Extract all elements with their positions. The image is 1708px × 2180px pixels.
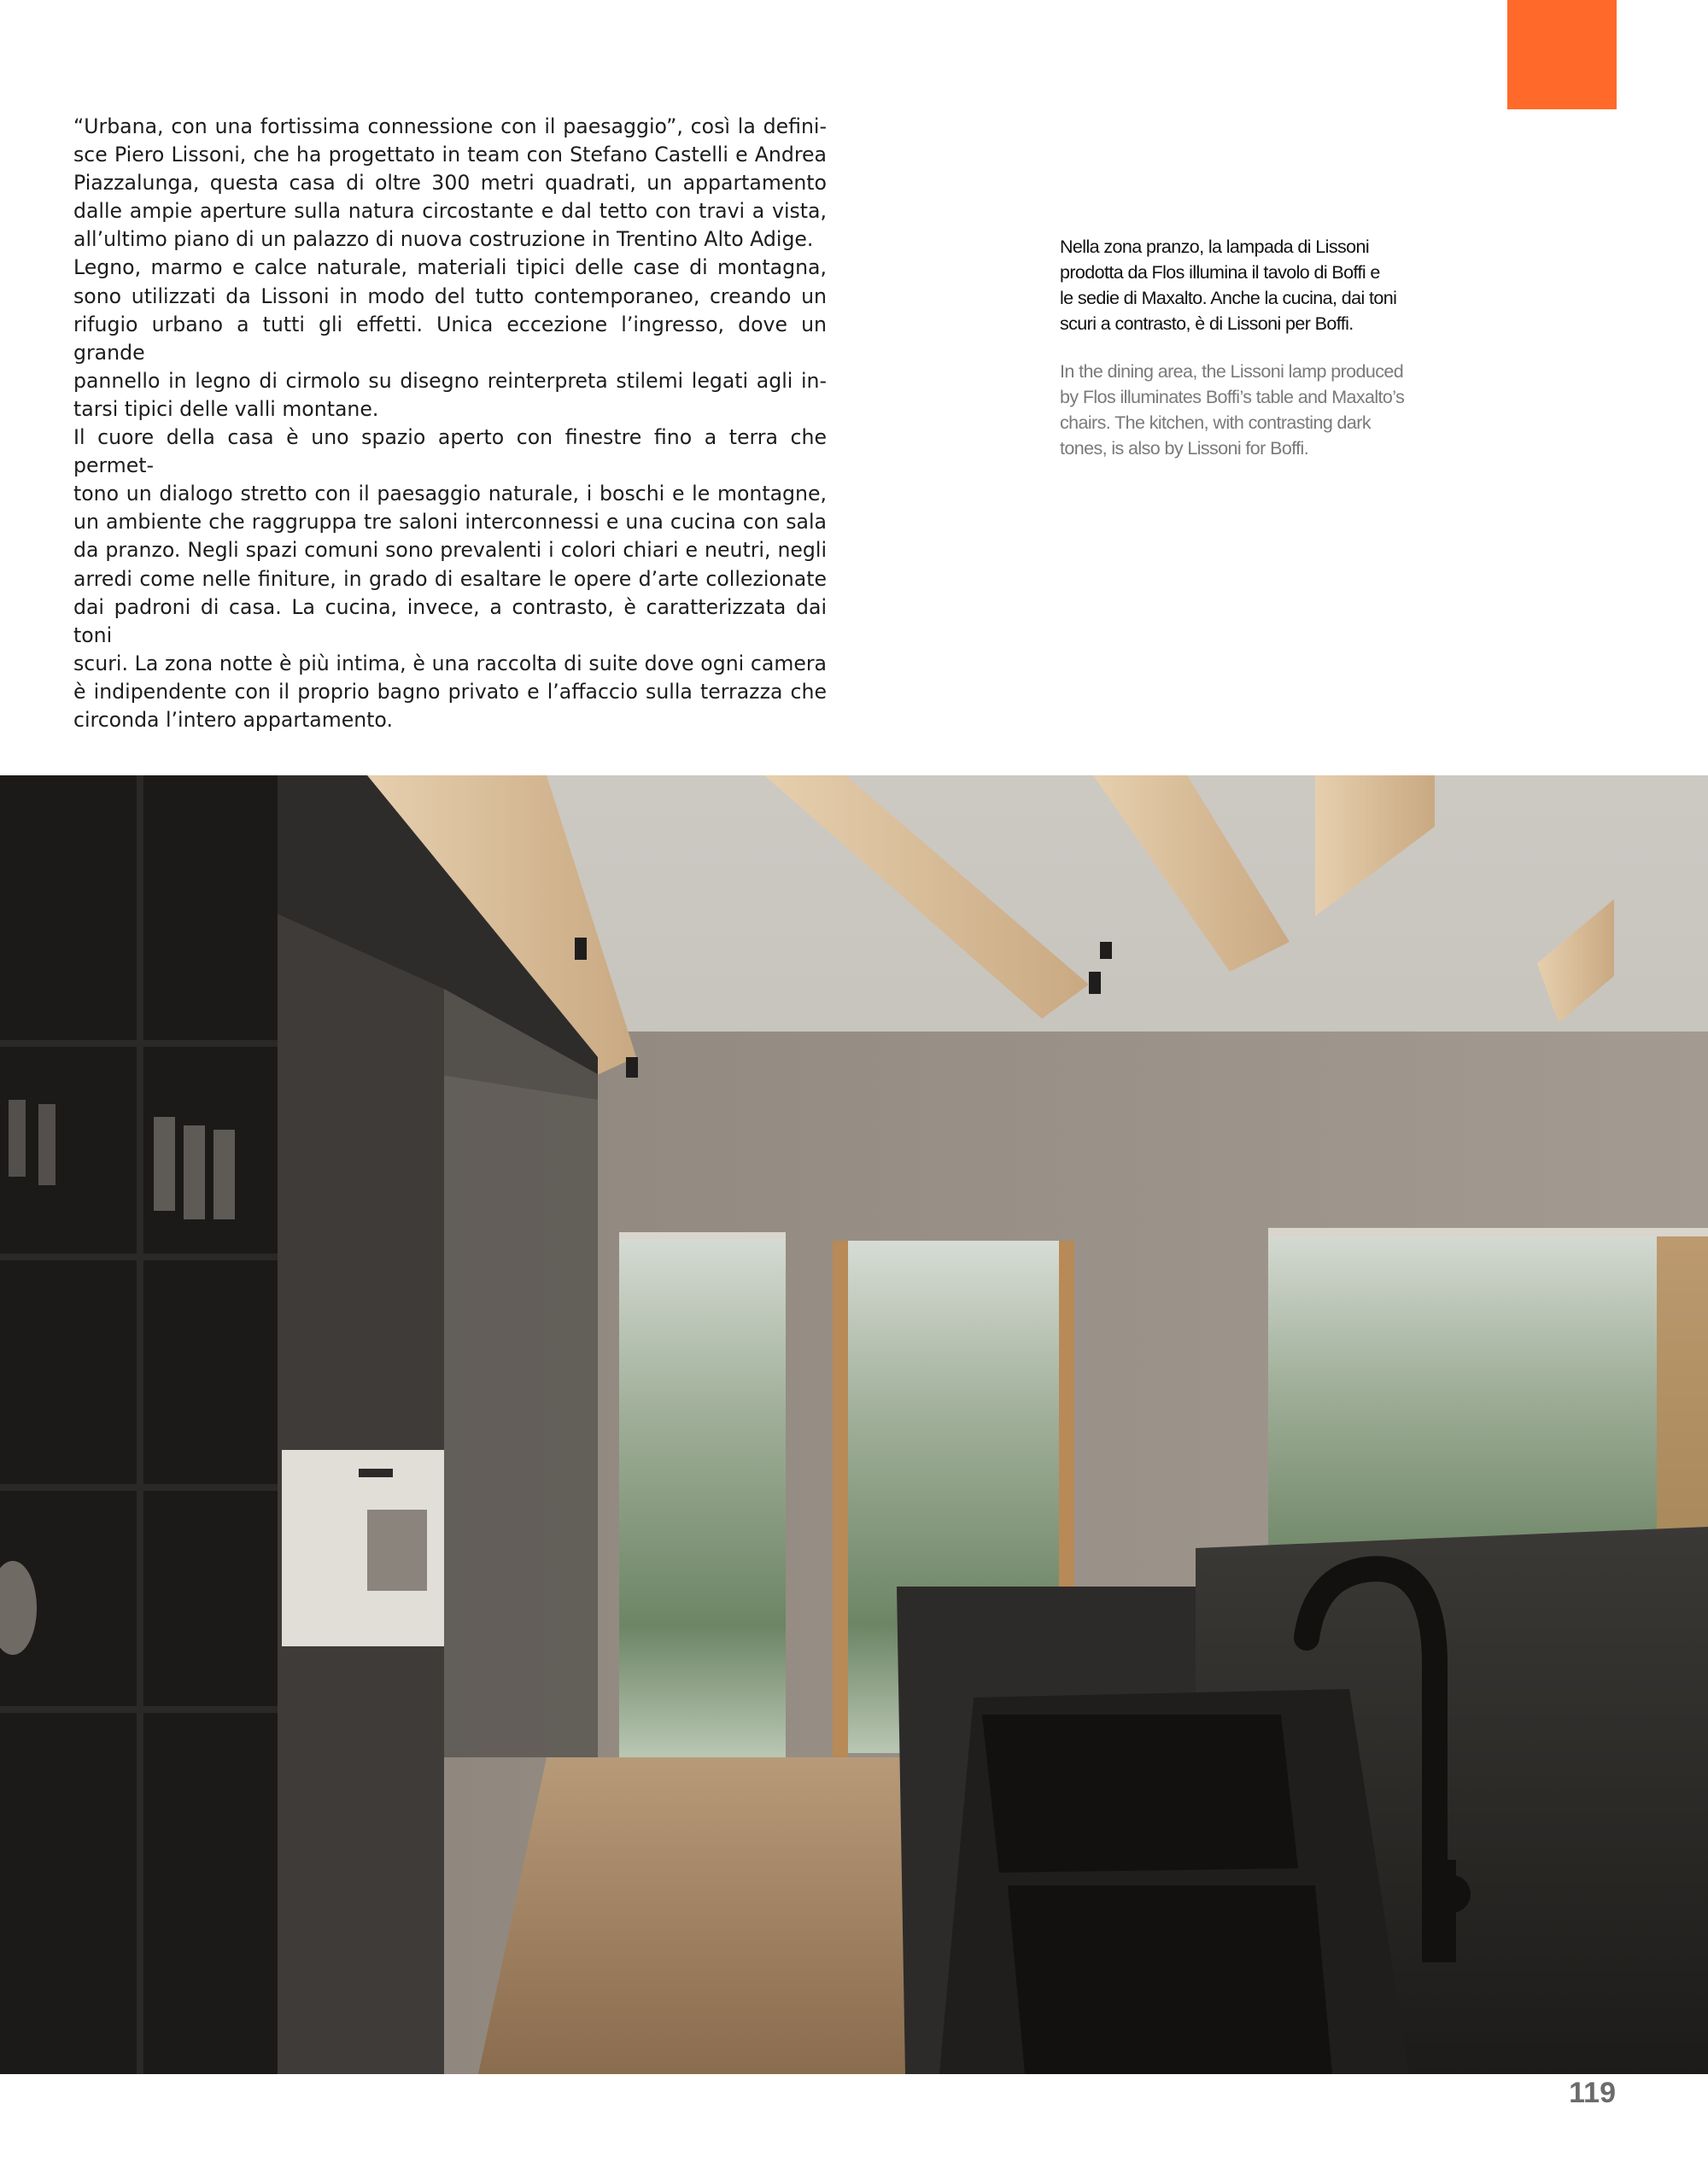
caption-italian xyxy=(1060,234,1436,336)
photo-caption xyxy=(1060,234,1436,461)
paragraph-line: rifugio urbano a tutti gli effetti. Unica eccezione l’ingresso, dove un grande xyxy=(73,312,827,365)
caption-line: chairs. The kitchen, with contrasting dark xyxy=(1060,412,1371,433)
paragraph-line: tarsi tipici delle valli montane. xyxy=(73,396,379,421)
paragraph-line: da pranzo. Negli spazi comuni sono prevalenti i colori chiari e neutri, negli xyxy=(73,538,827,563)
paragraph-line: sce Piero Lissoni, che ha progettato in team con Stefano Castelli e Andrea xyxy=(73,143,827,167)
paragraph-line: un ambiente che raggruppa tre saloni interconnessi e una cucina con sala xyxy=(73,510,827,535)
caption-line: le sedie di Maxalto. Anche la cucina, dai toni xyxy=(1060,288,1397,308)
paragraph-line: pannello in legno di cirmolo su disegno reinterpreta stilemi legati agli in- xyxy=(73,368,827,393)
caption-line: In the dining area, the Lissoni lamp produced xyxy=(1060,361,1404,382)
paragraph-line: Il cuore della casa è uno spazio aperto con finestre fino a terra che permet- xyxy=(73,425,827,478)
paragraph-line: sono utilizzati da Lissoni in modo del tutto contemporaneo, creando un xyxy=(73,283,827,308)
paragraph-line: dai padroni di casa. La cucina, invece, a contrasto, è caratterizzata dai toni xyxy=(73,594,827,647)
paragraph-line: tono un dialogo stretto con il paesaggio naturale, i boschi e le montagne, xyxy=(73,482,827,506)
paragraph-line: “Urbana, con una fortissima connessione con il paesaggio”, così la defini- xyxy=(73,114,827,138)
paragraph-line: circonda l’intero appartamento. xyxy=(73,707,393,732)
paragraph-line: dalle ampie aperture sulla natura circostante e dal tetto con travi a vista, xyxy=(73,199,827,224)
paragraph-line: Legno, marmo e calce naturale, materiali tipici delle case di montagna, xyxy=(73,255,827,280)
paragraph-line: arredi come nelle finiture, in grado di esaltare le opere d’arte collezionate xyxy=(73,566,827,591)
caption-english xyxy=(1060,359,1436,461)
caption-line: tones, is also by Lissoni for Boffi. xyxy=(1060,438,1309,459)
caption-line: scuri a contrasto, è di Lissoni per Boffi. xyxy=(1060,313,1354,334)
orange-section-tab xyxy=(1507,0,1617,109)
caption-line: by Flos illuminates Boffi’s table and Maxalto’s xyxy=(1060,387,1405,407)
paragraph-line: Piazzalunga, questa casa di oltre 300 metri quadrati, un appartamento xyxy=(73,171,827,196)
caption-line: Nella zona pranzo, la lampada di Lissoni xyxy=(1060,237,1370,257)
paragraph-line: scuri. La zona notte è più intima, è una raccolta di suite dove ogni camera xyxy=(73,651,827,675)
paragraph-line: all’ultimo piano di un palazzo di nuova costruzione in Trentino Alto Adige. xyxy=(73,227,814,252)
caption-line: prodotta da Flos illumina il tavolo di Boffi e xyxy=(1060,262,1380,283)
kitchen-photo xyxy=(0,775,1708,2074)
paragraph-line: è indipendente con il proprio bagno privato e l’affaccio sulla terrazza che xyxy=(73,679,827,704)
article-body xyxy=(73,113,827,734)
page-number: 119 xyxy=(1569,2077,1616,2109)
